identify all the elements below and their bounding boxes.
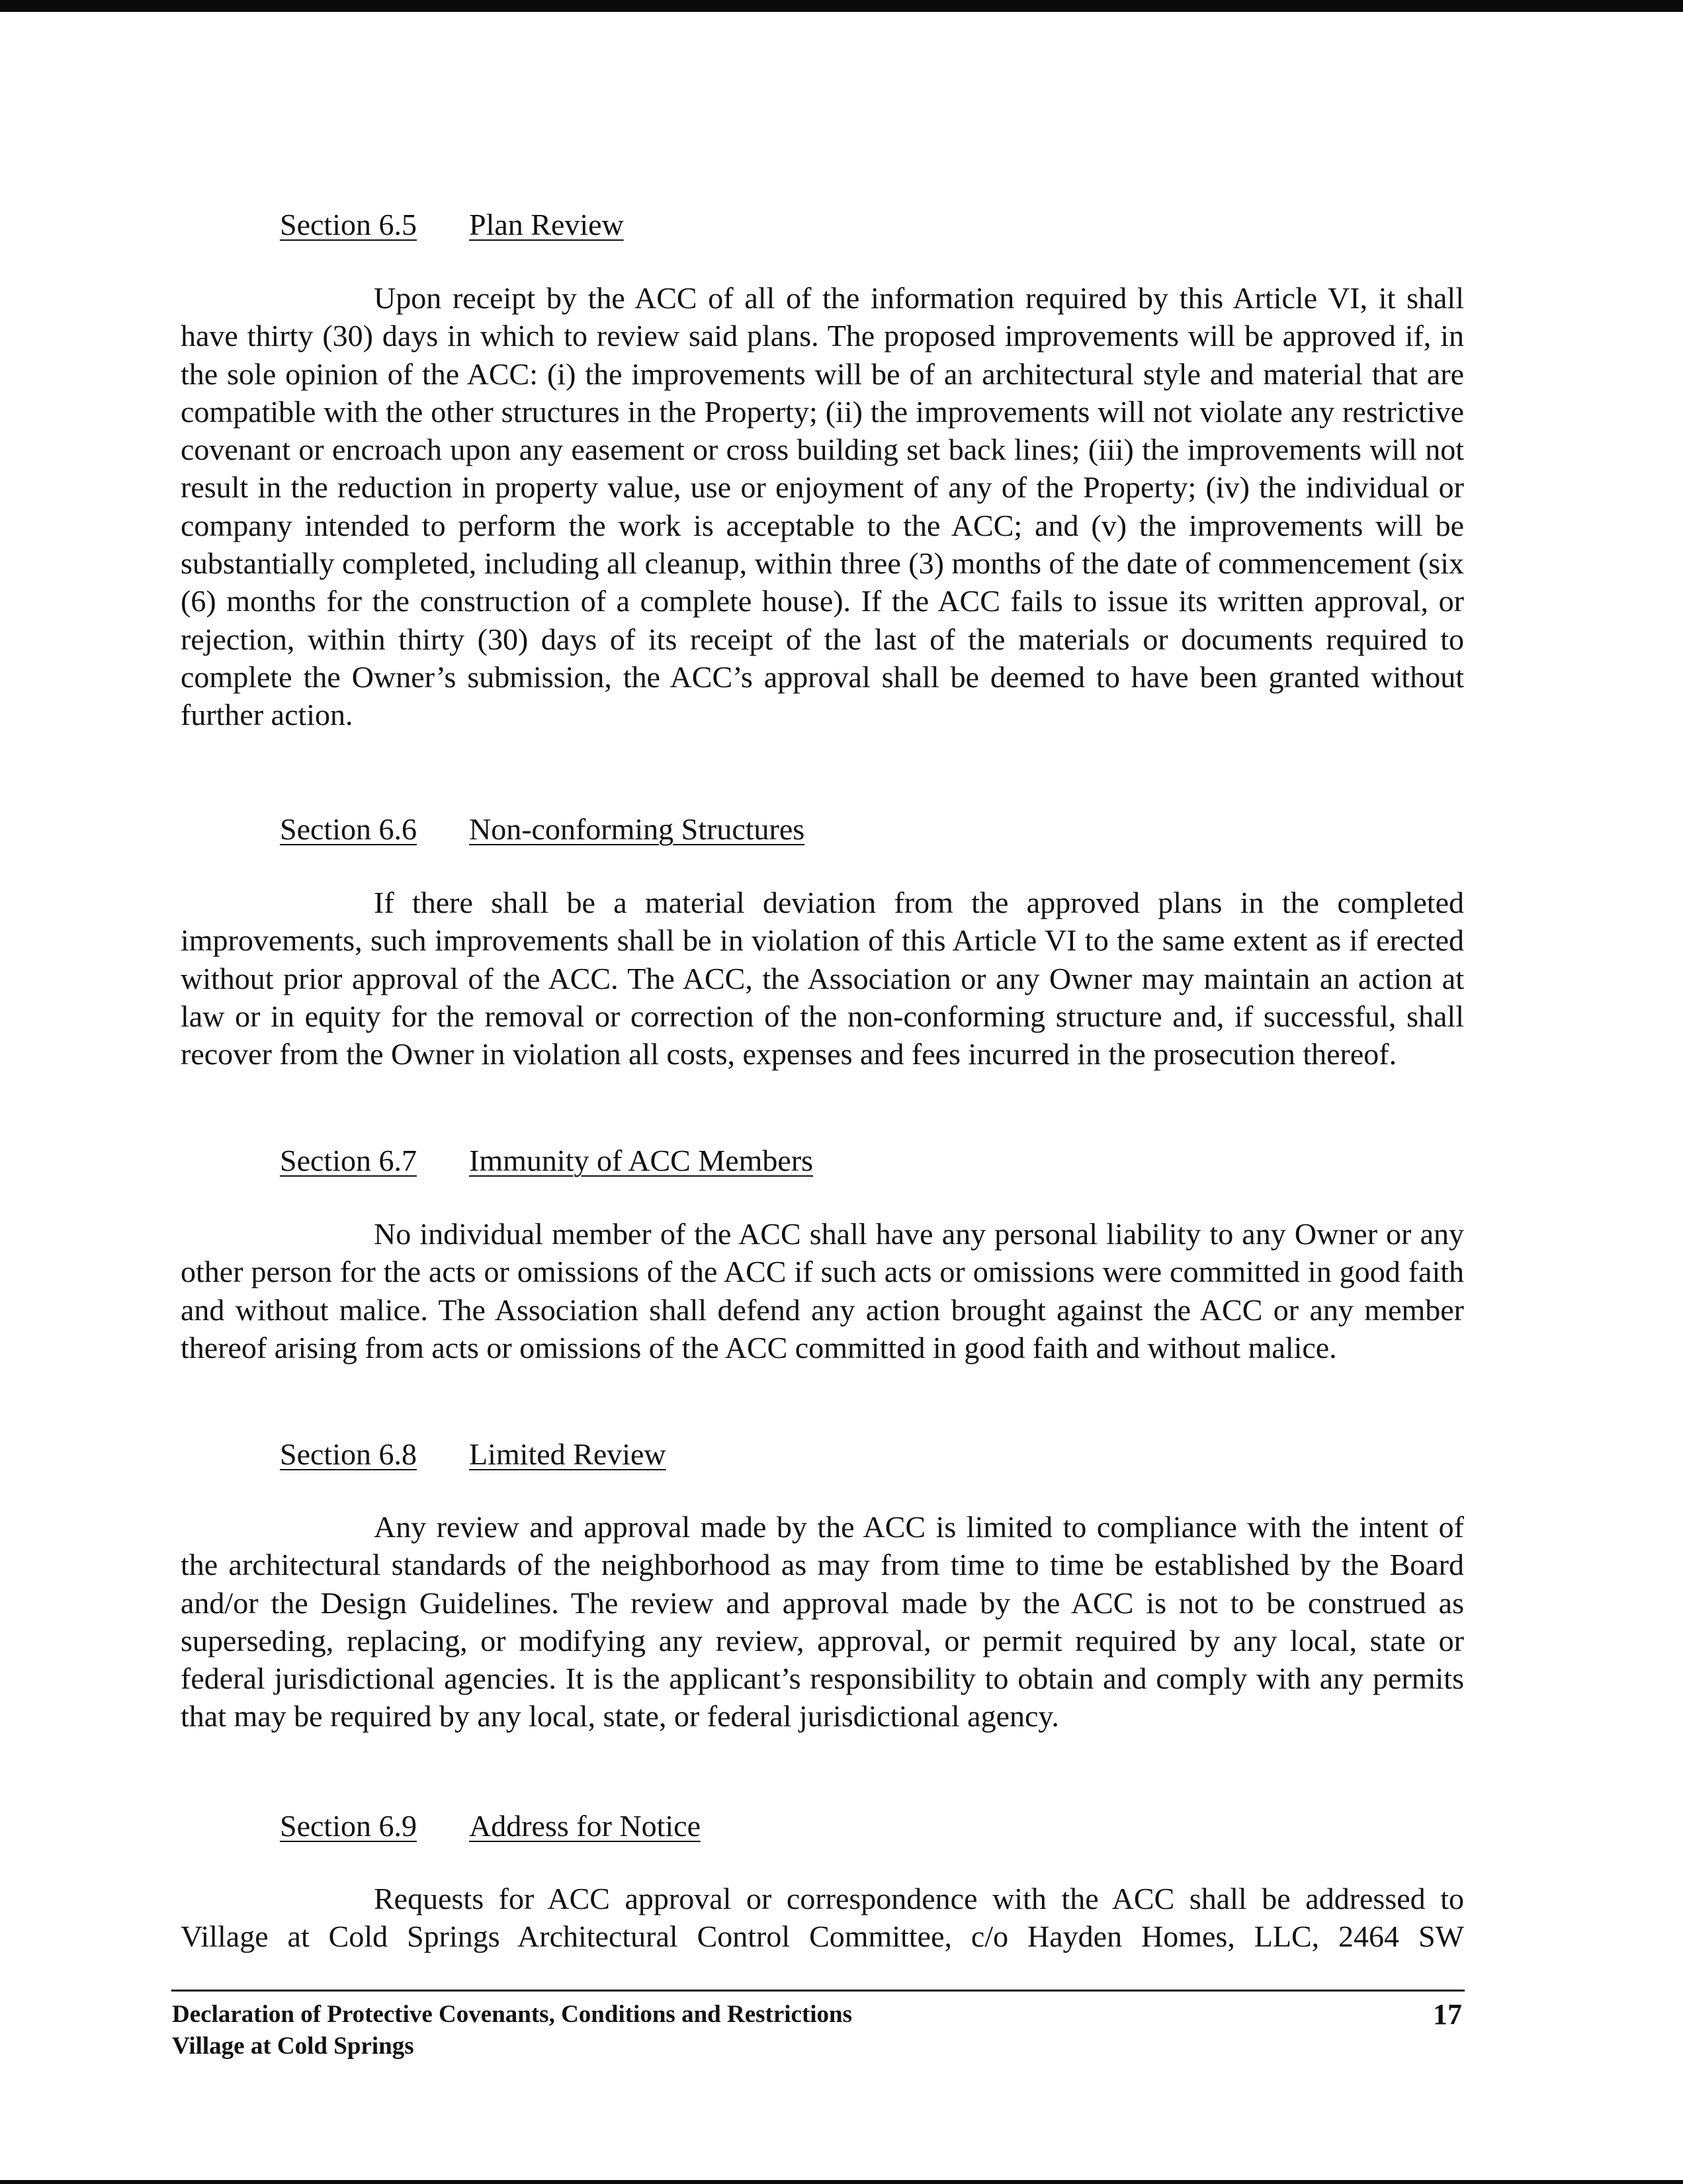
footer-document-title: Declaration of Protective Covenants, Conditions and Restrictions xyxy=(172,2001,853,2028)
section-body-6-5: Upon receipt by the ACC of all of the information required by this Article VI, it shall have thirty (30) days in which to review said plans. The proposed improvements will be approved if, in the sole opinion of the ACC: (i) the improvements will be of an architectural style and material that are compatible with the other structures in the Property; (ii) the improvements will not violate any restrictive covenant or encroach upon any easement or cross building set back lines; (iii) the improvements will not result in the reduction in property value, use or enjoyment of any of the Property; (iv) the individual or company intended to perform the work is acceptable to the ACC; and (v) the improvements will be substantially completed, including all cleanup, within three (3) months of the date of commencement (six (6) months for the construction of a complete house). If the ACC fails to issue its written approval, or rejection, within thirty (30) days of its receipt of the last of the materials or documents required to complete the Owner’s submission, the ACC’s approval shall be deemed to have been granted without further action. xyxy=(181,281,1464,732)
section-number: Section 6.6 xyxy=(280,812,417,846)
page-footer xyxy=(172,1999,1462,2062)
footer-subdivision-name: Village at Cold Springs xyxy=(172,2033,414,2060)
section-number: Section 6.7 xyxy=(280,1144,417,1177)
section-heading-6-5 xyxy=(280,206,624,243)
section-heading-6-9 xyxy=(280,1808,701,1845)
section-number: Section 6.5 xyxy=(280,208,417,241)
scan-border-bottom xyxy=(0,2180,1683,2184)
page-number: 17 xyxy=(1433,1998,1462,2031)
section-title: Plan Review xyxy=(469,208,624,241)
section-title: Address for Notice xyxy=(469,1809,701,1843)
footer-divider xyxy=(171,1990,1465,1992)
section-title: Immunity of ACC Members xyxy=(469,1144,814,1177)
section-number: Section 6.8 xyxy=(280,1437,417,1471)
section-heading-6-8 xyxy=(280,1436,666,1473)
section-heading-6-6 xyxy=(280,811,804,848)
section-body-6-9: Requests for ACC approval or correspondence with the ACC shall be addressed to Village at Cold Springs Architectural Control Committee, c/o Hayden Homes, LLC, 2464 SW xyxy=(181,1882,1464,1954)
section-title: Limited Review xyxy=(469,1437,666,1471)
section-title: Non-conforming Structures xyxy=(469,812,805,846)
section-heading-6-7 xyxy=(280,1142,813,1179)
section-body-6-7: No individual member of the ACC shall have any personal liability to any Owner or any other person for the acts or omissions of the ACC if such acts or omissions were committed in good faith and without malice. The Association shall defend any action brought against the ACC or any member thereof arising from acts or omissions of the ACC committed in good faith and without malice. xyxy=(181,1217,1464,1365)
section-body-6-6: If there shall be a material deviation from the approved plans in the completed improvements, such improvements shall be in violation of this Article VI to the same extent as if erected without prior approval of the ACC. The ACC, the Association or any Owner may maintain an action at law or in equity for the removal or correction of the non-conforming structure and, if successful, shall recover from the Owner in violation all costs, expenses and fees incurred in the prosecution thereof. xyxy=(181,886,1464,1071)
section-body-6-8: Any review and approval made by the ACC is limited to compliance with the intent of the architectural standards of the neighborhood as may from time to time be established by the Board and/or the Design Guidelines. The review and approval made by the ACC is not to be construed as superseding, replacing, or modifying any review, approval, or permit required by any local, state or federal jurisdictional agencies. It is the applicant’s responsibility to obtain and comply with any permits that may be required by any local, state, or federal jurisdictional agency. xyxy=(181,1510,1464,1734)
scan-border-top xyxy=(0,0,1683,12)
section-number: Section 6.9 xyxy=(280,1809,417,1843)
